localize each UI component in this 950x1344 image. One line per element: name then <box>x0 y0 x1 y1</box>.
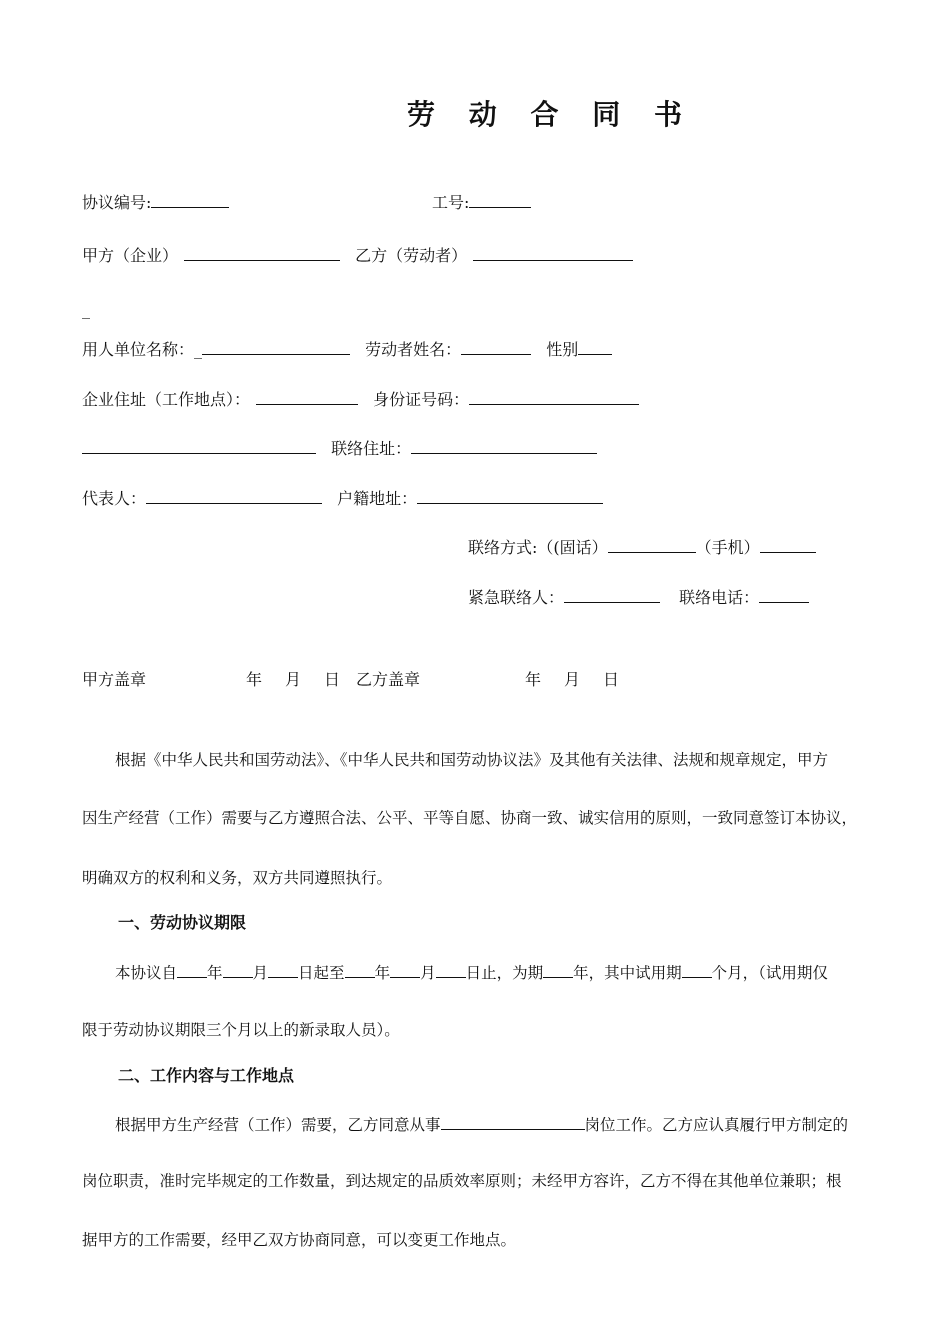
term-text-9: 个月，（试用期仅 <box>711 964 828 982</box>
party-b-seal-day: 日 <box>603 670 620 689</box>
start-month-field[interactable] <box>223 961 253 978</box>
employer-name-row <box>82 338 612 360</box>
term-text-5: 年 <box>374 964 391 982</box>
party-b-field[interactable] <box>473 244 633 261</box>
intro-line-1: 根据《中华人民共和国劳动法》、《中华人民共和国劳动协议法》及其他有关法律、法规和规章规定，甲方 <box>115 751 829 769</box>
term-text-1: 本协议自 <box>115 964 178 982</box>
agreement-no-row <box>82 191 229 213</box>
emergency-contact-row <box>468 586 809 608</box>
company-address-continuation-field[interactable] <box>82 437 316 454</box>
gender-label: 性别 <box>546 340 579 359</box>
party-a-field[interactable] <box>184 244 340 261</box>
job-row <box>115 1113 848 1135</box>
intro-line-3: 明确双方的权利和义务，双方共同遵照执行。 <box>82 869 393 887</box>
term-row <box>115 961 828 983</box>
employer-name-prefix: _ <box>194 340 203 359</box>
mobile-field[interactable] <box>760 536 816 553</box>
document-title: 劳 动 合 同 书 <box>407 98 694 131</box>
representative-label: 代表人： <box>82 489 147 508</box>
job-text-1: 根据甲方生产经营（工作）需要，乙方同意从事 <box>115 1116 441 1134</box>
intro-line-2: 因生产经营（工作）需要与乙方遵照合法、公平、平等自愿、协商一致、诚实信用的原则，一致同意签订本协议， <box>82 809 858 827</box>
gender-field[interactable] <box>578 338 612 355</box>
company-address-field[interactable] <box>256 388 358 405</box>
address-id-row <box>82 388 639 410</box>
landline-field[interactable] <box>608 536 696 553</box>
contact-phone-label: 联络电话： <box>679 588 760 607</box>
household-address-label: 户籍地址： <box>337 489 418 508</box>
party-b-seal-month: 月 <box>564 670 581 689</box>
agreement-no-label: 协议编号: <box>82 193 152 212</box>
employee-no-row <box>432 191 531 213</box>
start-year-field[interactable] <box>177 961 207 978</box>
employer-name-label: 用人单位名称： <box>82 340 195 359</box>
employee-no-label: 工号: <box>432 193 470 212</box>
party-b-seal-year: 年 <box>525 670 542 689</box>
job-line-3: 据甲方的工作需要，经甲乙双方协商同意，可以变更工作地点。 <box>82 1231 517 1249</box>
end-year-field[interactable] <box>345 961 375 978</box>
agreement-no-field[interactable] <box>151 191 229 208</box>
contact-address-row <box>82 437 597 459</box>
start-day-field[interactable] <box>268 961 298 978</box>
section-1-heading: 一、劳动协议期限 <box>118 913 247 932</box>
section-2-heading: 二、工作内容与工作地点 <box>118 1066 295 1085</box>
end-month-field[interactable] <box>390 961 420 978</box>
party-a-seal-year: 年 <box>246 670 263 689</box>
party-a-seal-day: 日 <box>324 670 341 689</box>
contact-address-label: 联络住址： <box>331 439 412 458</box>
mobile-label: （手机） <box>695 538 760 557</box>
term-text-7: 日止，为期 <box>465 964 544 982</box>
party-a-seal-label: 甲方盖章 <box>82 670 147 689</box>
representative-row <box>82 487 603 509</box>
stray-underscore: _ <box>82 300 90 319</box>
term-text-2: 年 <box>207 964 223 982</box>
term-text-8: 年，其中试用期 <box>573 964 682 982</box>
household-address-field[interactable] <box>417 487 603 504</box>
party-b-seal-label: 乙方盖章 <box>356 670 421 689</box>
party-a-seal-month: 月 <box>285 670 302 689</box>
term-years-field[interactable] <box>543 961 573 978</box>
contact-method-row <box>468 536 816 558</box>
representative-field[interactable] <box>146 487 322 504</box>
emergency-contact-field[interactable] <box>564 586 660 603</box>
id-number-label: 身份证号码： <box>373 390 470 409</box>
contact-address-field[interactable] <box>411 437 597 454</box>
job-position-field[interactable] <box>441 1113 585 1130</box>
contact-phone-field[interactable] <box>759 586 809 603</box>
party-b-label: 乙方（劳动者） <box>355 246 468 265</box>
probation-months-field[interactable] <box>682 961 712 978</box>
worker-name-label: 劳动者姓名： <box>365 340 462 359</box>
term-line-2: 限于劳动协议期限三个月以上的新录取人员）。 <box>82 1021 400 1039</box>
term-text-6: 月 <box>420 964 436 982</box>
contact-method-label: 联络方式:（(固话） <box>468 538 608 557</box>
employer-name-field[interactable] <box>202 338 350 355</box>
end-day-field[interactable] <box>436 961 466 978</box>
company-address-label: 企业住址（工作地点）： <box>82 390 251 409</box>
term-text-4: 日起至 <box>298 964 345 982</box>
term-text-3: 月 <box>252 964 269 982</box>
job-text-2: 岗位工作。乙方应认真履行甲方制定的 <box>584 1116 849 1134</box>
employee-no-field[interactable] <box>469 191 531 208</box>
worker-name-field[interactable] <box>461 338 531 355</box>
id-number-field[interactable] <box>469 388 639 405</box>
emergency-contact-label: 紧急联络人： <box>468 588 565 607</box>
job-line-2: 岗位职责，准时完毕规定的工作数量，到达规定的品质效率原则；未经甲方容许，乙方不得在其他单位兼职；根 <box>82 1172 842 1190</box>
party-row <box>82 244 633 266</box>
party-a-label: 甲方（企业） <box>82 246 179 265</box>
